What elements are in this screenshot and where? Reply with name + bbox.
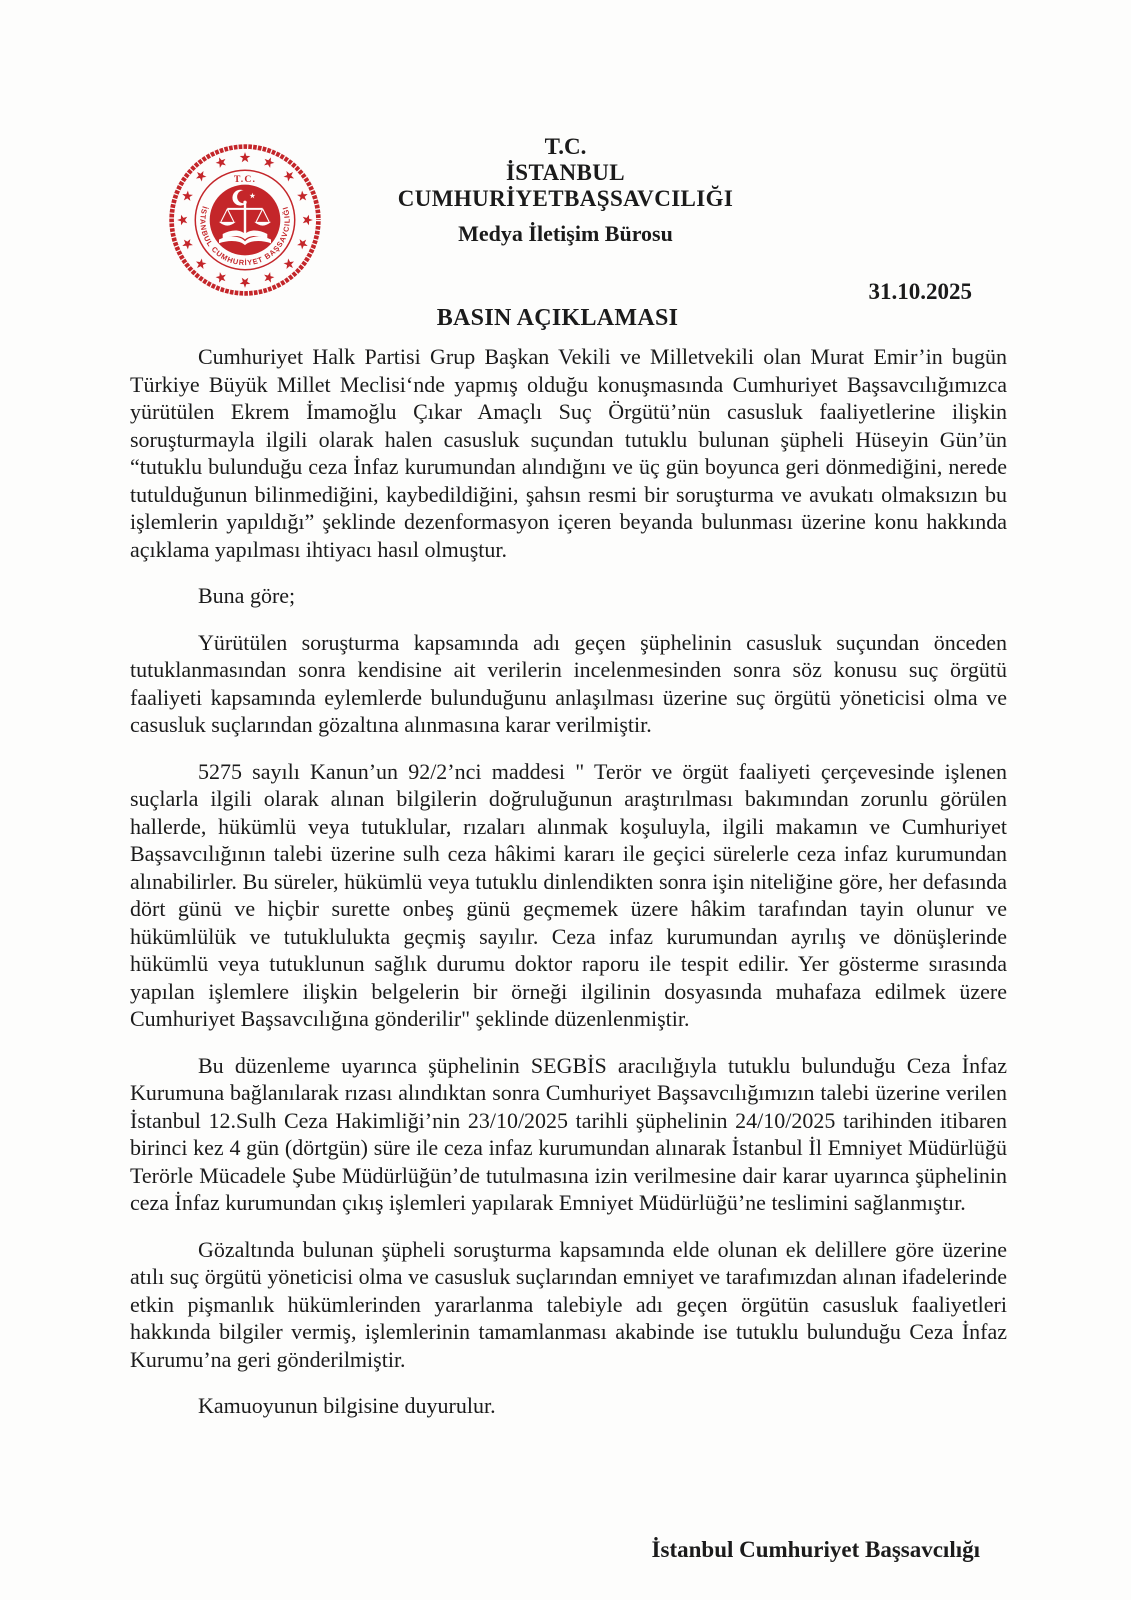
body-paragraph: 5275 sayılı Kanun’un 92/2’nci maddesi " Terör ve örgüt faaliyeti çerçevesinde işlenen suçlarla ilgili olarak alınan bilgilerin doğruluğunun araştırılması bakımından zorunlu görülen hallerde, hükümlü veya tutuklular, rızaları alınmak koşuluyla, ilgili makamın ve Cumhuriyet Başsavcılığının talebi üzerine sulh ceza hâkimi kararı ile geçici sürelerle ceza infaz kurumundan alınabilirler. Bu süreler, hükümlü veya tutuklu dinlendikten sonra işin niteliğine göre, her defasında dört günü ve hiçbir surette onbeş günü geçmemek üzere hâkim tarafından tayin olunur ve hükümlülük ve tutuklulukta geçmiş sayılır. Ceza infaz kurumundan ayrılış ve dönüşlerinde hükümlü veya tutuklunun sağlık durumu doktor raporu ile tespit edilir. Yer gösterme sırasında yapılan işlemlere ilişkin belgelerin bir örneği ilgilinin dosyasında muhafaza edilmek üzere Cumhuriyet Başsavcılığına gönderilir" şeklinde düzenlenmiştir. (130, 758, 1007, 1031)
body-paragraph: Buna göre; (198, 583, 296, 608)
document-body (130, 343, 1007, 1439)
body-paragraph: Yürütülen soruşturma kapsamında adı geçen şüphelinin casusluk suçundan önceden tutuklanmasından sonra kendisine ait verilerin incelenmesinden sonra söz konusu suç örgütü faaliyeti kapsamında eylemlerde bulunduğunu anlaşılması üzerine suç örgütü yöneticisi olma ve casusluk suçlarından gözaltına alınmasına karar verilmiştir. (130, 629, 1007, 737)
body-paragraph: Gözaltında bulunan şüpheli soruşturma kapsamında elde olunan ek delillere göre üzerine atılı suç örgütü yöneticisi olma ve casusluk suçlarından emniyet ve tarafımızdan alınan ifadelerinde etkin pişmanlık hükümlerinden yararlanma talebiyle adı geçen örgütün casusluk faaliyetleri hakkında bilgiler vermiş, işlemlerinin tamamlanması akabinde ise tutuklu bulunduğu Ceza İnfaz Kurumu’na geri gönderilmiştir. (130, 1236, 1007, 1372)
letterhead (0, 134, 1131, 247)
body-paragraph: Cumhuriyet Halk Partisi Grup Başkan Vekili ve Milletvekili olan Murat Emir’in bugün Türkiye Büyük Millet Meclisi‘nde yapmış olduğu konuşmasında Cumhuriyet Başsavcılığımızca yürütülen Ekrem İmamoğlu Çıkar Amaçlı Suç Örgütü’nün casusluk faaliyetlerine ilişkin soruşturmayla ilgili olarak halen casusluk suçundan tutuklu bulunan şüpheli Hüseyin Gün’ün “tutuklu bulunduğu ceza İnfaz kurumundan alındığını ve üç gün boyunca geri dönmediğini, nerede tutulduğunun bilinmediğini, kaybedildiğini, şahsın resmi bir soruşturma ve avukatı olmaksızın bu işlemlerin yapıldığı” şeklinde dezenformasyon içeren beyanda bulunması üzerine konu hakkında açıklama yapılması ihtiyacı hasıl olmuştur. (130, 344, 1007, 562)
seal-ring-text: İSTANBUL CUMHURİYET BAŞSAVCILIĞI (198, 205, 292, 268)
signature: İstanbul Cumhuriyet Başsavcılığı (651, 1537, 980, 1562)
body-paragraph: Bu düzenleme uyarınca şüphelinin SEGBİS aracılığıyla tutuklu bulunduğu Ceza İnfaz Kurumuna bağlanılarak rızası alındıktan sonra Cumhuriyet Başsavcılığımızın talebi üzerine verilen İstanbul 12.Sulh Ceza Hakimliği’nin 23/10/2025 tarihli şüphelinin 24/10/2025 tarihinden itibaren birinci kez 4 gün (dörtgün) süre ile ceza infaz kurumundan alınarak İstanbul İl Emniyet Müdürlüğü Terörle Mücadele Şube Müdürlüğün’de tutulmasına izin verilmesine dair karar uyarınca şüphelinin ceza İnfaz kurumundan çıkış işlemleri yapılarak Emniyet Müdürlüğü’ne teslimini sağlanmıştır. (130, 1052, 1007, 1215)
letterhead-bureau: Medya İletişim Bürosu (458, 221, 673, 246)
letterhead-tc: T.C. (544, 134, 587, 159)
document-date: 31.10.2025 (868, 279, 972, 304)
letterhead-office: CUMHURİYETBAŞSAVCILIĞI (397, 186, 734, 211)
letterhead-city: İSTANBUL (505, 160, 626, 185)
seal-tc-text: T.C. (233, 173, 257, 185)
document-title: BASIN AÇIKLAMASI (436, 305, 679, 331)
body-paragraph: Kamuoyunun bilgisine duyurulur. (198, 1393, 496, 1418)
